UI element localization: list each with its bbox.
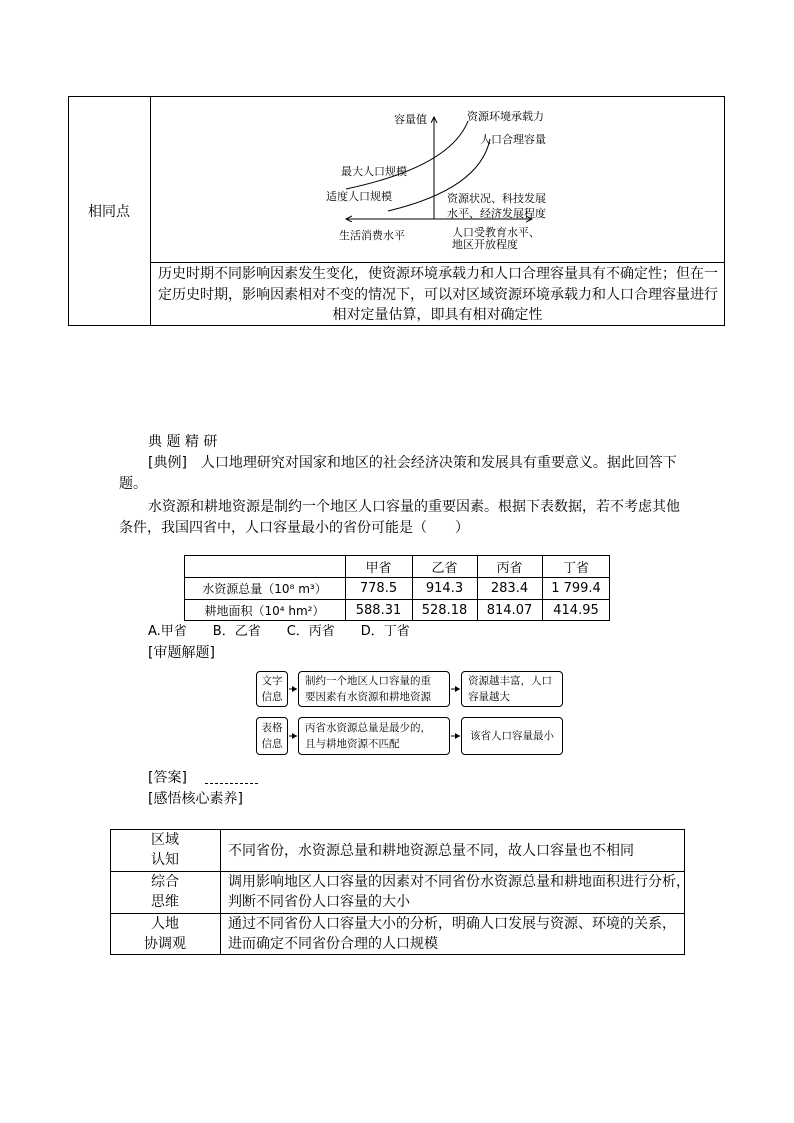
right-label1-line2: 水平、经济发展程度 <box>447 207 546 220</box>
flow-tag-line: 文字 <box>261 675 283 687</box>
header-cell: 丙省 <box>496 561 523 576</box>
table-cell: 814.07 <box>486 603 533 618</box>
table-cell: 283.4 <box>490 581 529 596</box>
flow-text-line: 且与耕地资源不匹配 <box>305 738 400 750</box>
flow-text-line: 该省人口容量最小 <box>470 730 554 742</box>
example-line1: [典例] 人口地理研究对国家和地区的社会经济决策和发展具有重要意义。据此回答下 <box>148 455 677 471</box>
flow-text-line: 丙省水资源总量是最少的， <box>305 722 431 734</box>
x-axis-label: 生活消费水平 <box>339 229 405 242</box>
flow-arrows <box>286 670 466 760</box>
flow-text-line: 容量越大 <box>468 691 510 703</box>
row-label-farmland: 耕地面积（10⁴ hm²） <box>204 604 325 618</box>
header-cell: 丁省 <box>562 561 589 576</box>
answer-options: A.甲省 B．乙省 C．丙省 D．丁省 <box>148 624 410 639</box>
flow-text-line: 要因素有水资源和耕地资源 <box>305 691 431 703</box>
table-cell: 1 799.4 <box>551 581 601 596</box>
literacy-table-vline <box>220 829 221 955</box>
literacy-value: 不同省份，水资源总量和耕地资源总量不同，故人口容量也不相同 <box>228 843 634 859</box>
flow-tag-table-info <box>256 717 288 755</box>
literacy-value: 判断不同省份人口容量的大小 <box>228 894 410 910</box>
right-label1-line1: 资源状况、科技发展 <box>447 192 546 205</box>
question-line2: 条件，我国四省中，人口容量最小的省份可能是（ ） <box>119 520 469 536</box>
right-label2-line2: 地区开放程度 <box>452 238 518 251</box>
literacy-key: 思维 <box>151 894 179 910</box>
question-line1: 水资源和耕地资源是制约一个地区人口容量的重要因素。根据下表数据，若不考虑其他 <box>148 499 680 515</box>
flow-tag-line: 信息 <box>261 691 283 703</box>
literacy-key: 人地 <box>151 916 179 932</box>
flow-text-line: 制约一个地区人口容量的重 <box>305 675 431 687</box>
flow-text-line: 资源越丰富，人口 <box>468 675 552 687</box>
literacy-label: [感悟核心素养] <box>148 791 243 807</box>
table-cell: 414.95 <box>553 603 599 618</box>
answer-label: [答案] <box>148 770 187 786</box>
literacy-value: 通过不同省份人口容量大小的分析，明确人口发展与资源、环境的关系， <box>228 916 676 932</box>
note-line3: 相对定量估算，即具有相对确定性 <box>332 307 543 323</box>
flow-end-box-2 <box>461 717 563 755</box>
left-label-optimal: 适度人口规模 <box>326 190 392 203</box>
flow-end-box-1 <box>461 671 563 707</box>
section-title: 典 题 精 研 <box>148 434 218 450</box>
literacy-key: 区域 <box>151 832 179 848</box>
header-cell: 乙省 <box>431 561 458 576</box>
header-cell: 甲省 <box>365 561 392 576</box>
note-line2: 定历史时期，影响因素相对不变的情况下，可以对区域资源环境承载力和人口合理容量进行 <box>158 287 718 303</box>
example-line2: 题。 <box>119 476 147 492</box>
curve2-label: 人口合理容量 <box>480 133 546 146</box>
literacy-key: 协调观 <box>144 936 186 952</box>
literacy-key: 综合 <box>151 874 179 890</box>
literacy-value: 调用影响地区人口容量的因素对不同省份水资源总量和耕地面积进行分析， <box>228 874 690 890</box>
y-axis-label: 容量值 <box>394 113 427 126</box>
row-label: 相同点 <box>88 204 130 220</box>
table-cell: 588.31 <box>355 603 402 618</box>
analysis-label: [审题解题] <box>148 645 215 661</box>
top-table-divider-h <box>150 262 725 263</box>
note-line1: 历史时期不同影响因素发生变化，使资源环境承载力和人口合理容量具有不确定性；但在一 <box>158 266 718 282</box>
table-cell: 528.18 <box>421 603 468 618</box>
curve1-label: 资源环境承载力 <box>467 110 544 123</box>
flow-tag-text-info <box>256 671 288 707</box>
table-cell: 778.5 <box>359 581 398 596</box>
row-label-water: 水资源总量（10⁸ m³） <box>202 582 327 596</box>
flow-tag-line: 表格 <box>261 722 283 734</box>
literacy-value: 进而确定不同省份合理的人口规模 <box>228 936 438 952</box>
table-cell: 914.3 <box>425 581 464 596</box>
capacity-diagram <box>150 97 725 262</box>
left-label-max: 最大人口规模 <box>341 165 407 178</box>
flow-tag-line: 信息 <box>261 738 283 750</box>
literacy-key: 认知 <box>151 852 179 868</box>
answer-blank <box>205 783 258 784</box>
right-label2-line1: 人口受教育水平、 <box>452 226 540 239</box>
